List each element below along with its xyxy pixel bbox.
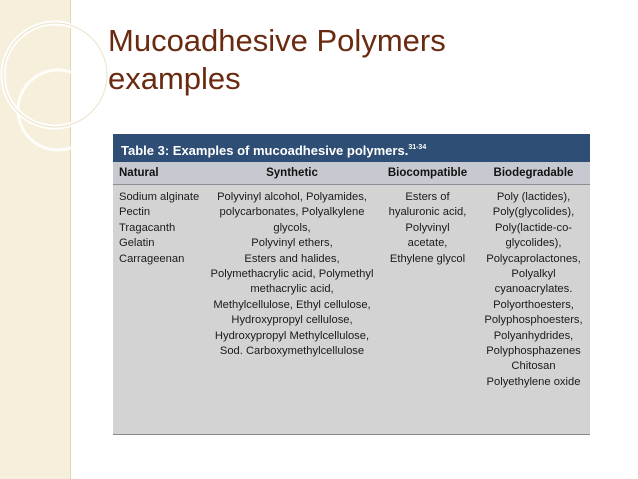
biodegradable-cell-line: Poly(lactide-co-: [494, 221, 573, 234]
slide-title: [108, 22, 608, 98]
biodegradable-cell-line: Polyethylene oxide: [486, 375, 581, 388]
biocompatible-cell-line: Polyvinyl: [405, 221, 450, 234]
synthetic-cell-line: Hydroxypropyl cellulose,: [231, 314, 353, 327]
slide-title-line2: examples: [108, 61, 241, 96]
biodegradable-cell-line: Polyorthoesters,: [493, 298, 574, 311]
synthetic-column: [206, 185, 378, 434]
synthetic-cell-line: methacrylic acid,: [250, 283, 334, 296]
natural-column: [113, 185, 206, 434]
synthetic-cell-line: Esters and halides,: [244, 252, 340, 265]
natural-cell-line: Gelatin: [119, 237, 155, 250]
header-natural: Natural: [119, 167, 159, 179]
biocompatible-column: [378, 185, 477, 434]
header-biodegradable: Biodegradable: [493, 167, 574, 179]
natural-cell-line: Sodium alginate: [119, 191, 200, 203]
biodegradable-cell-line: cyanoacrylates.: [494, 283, 573, 296]
table-title-bar: [113, 134, 590, 162]
biocompatible-cell-line: Ethylene glycol: [389, 252, 466, 265]
table-header-row: [113, 162, 590, 185]
synthetic-cell-line: polycarbonates, Polyalkylene: [219, 206, 365, 219]
header-synthetic: Synthetic: [266, 167, 318, 179]
natural-cell-line: Pectin: [119, 206, 151, 219]
biodegradable-cell-line: Poly(glycolides),: [492, 206, 575, 219]
biodegradable-cell-line: Polycaprolactones,: [486, 252, 581, 265]
biodegradable-cell-line: Chitosan: [511, 360, 556, 373]
biodegradable-cell-line: glycolides),: [505, 237, 562, 250]
biocompatible-cell-line: hyaluronic acid,: [388, 206, 467, 219]
synthetic-cell-line: glycols,: [273, 221, 311, 234]
table-body-row: [113, 185, 590, 435]
table-title-reference: 31-34: [408, 144, 427, 151]
synthetic-cell-line: Polymethacrylic acid, Polymethyl: [210, 268, 374, 281]
biodegradable-column: [477, 185, 590, 434]
biodegradable-cell-line: Polyphosphoesters,: [484, 314, 583, 327]
natural-cell-line: Carrageenan: [119, 252, 185, 265]
natural-cell-line: Tragacanth: [119, 221, 176, 234]
synthetic-cell-line: Hydroxypropyl Methylcellulose,: [214, 329, 370, 342]
synthetic-cell-line: Polyvinyl alcohol, Polyamides,: [217, 191, 367, 203]
biodegradable-cell-line: Polyanhydrides,: [493, 329, 574, 342]
synthetic-cell-line: Methylcellulose, Ethyl cellulose,: [213, 298, 371, 311]
polymer-table: [113, 134, 590, 434]
header-biocompatible: Biocompatible: [387, 167, 468, 179]
biodegradable-cell-line: Polyalkyl: [511, 268, 556, 281]
table-title: Table 3: Examples of mucoadhesive polymers.: [121, 143, 409, 158]
slide-title-line1: Mucoadhesive Polymers: [108, 23, 446, 58]
synthetic-cell-line: Polyvinyl ethers,: [251, 237, 333, 250]
biodegradable-cell-line: Poly (lactides),: [496, 191, 571, 203]
biodegradable-cell-line: Polyphosphazenes: [486, 345, 581, 358]
biocompatible-cell-line: Esters of: [405, 191, 450, 203]
biocompatible-cell-line: acetate,: [407, 237, 448, 250]
synthetic-cell-line: Sod. Carboxymethylcellulose: [219, 345, 365, 358]
